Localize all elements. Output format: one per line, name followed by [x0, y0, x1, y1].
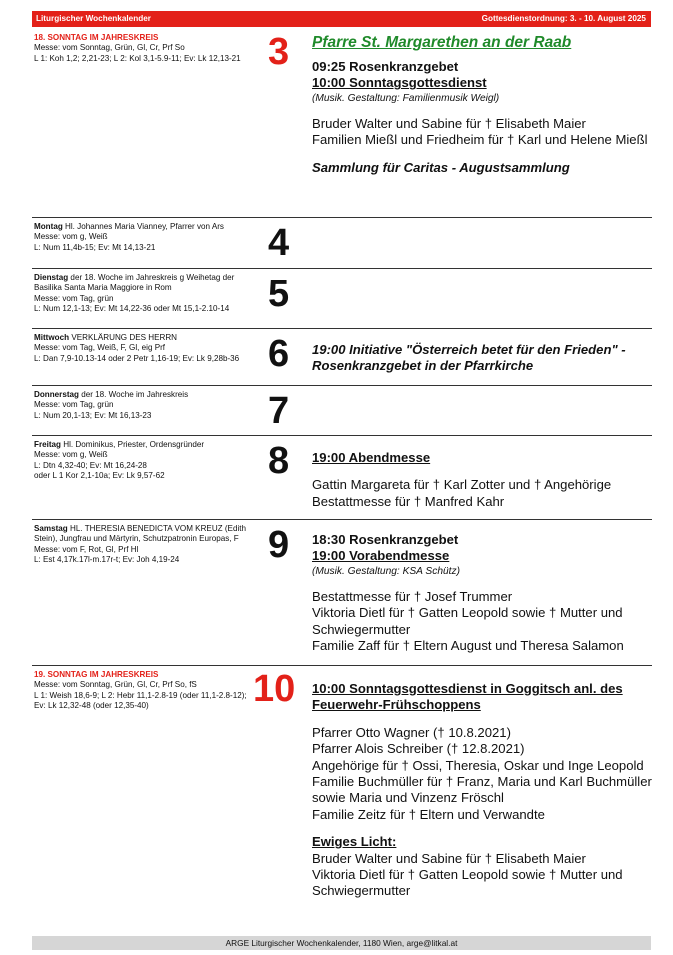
- day-number: 10: [253, 668, 296, 710]
- day-number: 8: [268, 440, 290, 482]
- day-row-7: [32, 387, 652, 436]
- footer: ARGE Liturgischer Wochenkalender, 1180 Wien, arge@litkal.at: [32, 936, 651, 950]
- event-time: 09:25 Rosenkranzgebet: [312, 59, 459, 74]
- mass-info: Messe: vom F, Rot, Gl, Prf Hl: [34, 544, 139, 554]
- intention: Viktoria Dietl für † Gatten Leopold sowie † Mutter und Schwiegermutter: [312, 867, 623, 899]
- day-title: 18. SONNTAG IM JAHRESKREIS: [34, 33, 159, 42]
- intention: Bestattmesse für † Josef Trummer: [312, 588, 513, 604]
- event-note: (Musik. Gestaltung: Familienmusik Weigl): [312, 92, 500, 104]
- day-row-9: [32, 521, 652, 666]
- liturgy-info: [34, 273, 250, 314]
- day-title: der 18. Woche im Jahreskreis g Weihetag der Basilika Santa Maria Maggiore in Rom: [34, 273, 235, 293]
- weekday: Donnerstag: [34, 390, 79, 399]
- day-number: 5: [268, 273, 290, 315]
- header-bar: [32, 11, 651, 27]
- eternal-light-heading: Ewiges Licht:: [312, 834, 397, 850]
- day-number: 9: [268, 524, 290, 566]
- event-mass: 19:00 Abendmesse: [312, 450, 431, 465]
- events: [312, 450, 652, 510]
- intention: Familie Buchmüller für † Franz, Maria und Karl Buchmüller sowie Maria und Vinzenz Fröschl: [312, 774, 652, 806]
- day-title: 19. SONNTAG IM JAHRESKREIS: [34, 670, 159, 679]
- day-row-6: [32, 330, 652, 386]
- intention: Bestattmesse für † Manfred Kahr: [312, 493, 505, 509]
- readings: L 1: Koh 1,2; 2,21-23; L 2: Kol 3,1-5.9-11; Ev: Lk 12,13-21: [34, 53, 241, 63]
- liturgy-info: [34, 390, 250, 421]
- mass-info: Messe: vom Tag, grün: [34, 293, 114, 303]
- liturgy-info: [34, 222, 250, 253]
- day-title: HL. THERESIA BENEDICTA VOM KREUZ (Edith Stein), Jungfrau und Märtyrin, Schutzpatronin Europas, F: [34, 524, 247, 544]
- intention: Familien Mießl und Friedheim für † Karl und Helene Mießl: [312, 132, 648, 148]
- mass-info: Messe: vom g, Weiß: [34, 232, 108, 242]
- event-prayer: 19:00 Initiative "Österreich betet für den Frieden" - Rosenkranzgebet in der Pfarrkirche: [312, 342, 626, 374]
- liturgy-info: [34, 333, 250, 364]
- weekday: Montag: [34, 222, 63, 231]
- mass-info: Messe: vom Tag, Weiß, F, Gl, eig Prf: [34, 343, 166, 353]
- liturgy-info: [34, 670, 250, 711]
- mass-info: Messe: vom Sonntag, Grün, Gl, Cr, Prf So, fS: [34, 680, 197, 690]
- readings-alt: oder L 1 Kor 2,1-10a; Ev: Lk 9,57-62: [34, 470, 165, 480]
- readings: L: Dtn 4,32-40; Ev: Mt 16,24-28: [34, 460, 147, 470]
- day-row-8: [32, 437, 652, 520]
- weekday: Mittwoch: [34, 333, 70, 342]
- day-title: VERKLÄRUNG DES HERRN: [69, 333, 178, 342]
- intention: Pfarrer Alois Schreiber († 12.8.2021): [312, 741, 525, 757]
- intention: Familie Zeitz für † Eltern und Verwandte: [312, 806, 545, 822]
- readings: L: Est 4,17k.17l-m.17r-t; Ev: Joh 4,19-24: [34, 554, 180, 564]
- mass-info: Messe: vom g, Weiß: [34, 450, 108, 460]
- mass-info: Messe: vom Sonntag, Grün, Gl, Cr, Prf So: [34, 43, 185, 53]
- event-mass: 19:00 Vorabendmesse: [312, 548, 450, 564]
- events: [312, 532, 652, 654]
- day-number: 7: [268, 390, 290, 432]
- day-number: 3: [268, 31, 290, 73]
- readings: L: Dan 7,9-10.13-14 oder 2 Petr 1,16-19; Ev: Lk 9,28b-36: [34, 353, 240, 363]
- readings: L: Num 11,4b-15; Ev: Mt 14,13-21: [34, 242, 156, 252]
- day-number: 4: [268, 222, 290, 264]
- liturgy-info: [34, 524, 250, 565]
- events: [312, 342, 652, 375]
- readings: L: Num 12,1-13; Ev: Mt 14,22-36 oder Mt 15,1-2.10-14: [34, 303, 230, 313]
- event-mass: 10:00 Sonntagsgottesdienst in Goggitsch anl. des Feuerwehr-Frühschoppens: [312, 681, 623, 713]
- day-row-5: [32, 270, 652, 329]
- events: [312, 681, 652, 900]
- header-date-range: Gottesdienstordnung: 3. - 10. August 2025: [481, 14, 646, 23]
- intention: Familie Zaff für † Eltern August und Theresa Salamon: [312, 638, 624, 654]
- event-mass: 10:00 Sonntagsgottesdienst: [312, 75, 487, 91]
- intention: Angehörige für † Ossi, Theresia, Oskar und Inge Leopold: [312, 757, 644, 773]
- liturgy-info: [34, 440, 250, 481]
- mass-info: Messe: vom Tag, grün: [34, 400, 114, 410]
- weekday: Samstag: [34, 524, 68, 533]
- intention: Pfarrer Otto Wagner († 10.8.2021): [312, 724, 511, 740]
- header-left-title: Liturgischer Wochenkalender: [36, 14, 151, 23]
- liturgy-info: [34, 33, 250, 64]
- intention: Gattin Margareta für † Karl Zotter und † Angehörige: [312, 477, 612, 493]
- day-number: 6: [268, 333, 290, 375]
- day-title: Hl. Johannes Maria Vianney, Pfarrer von Ars: [62, 222, 224, 231]
- events: [312, 33, 652, 176]
- readings: L 1: Weish 18,6-9; L 2: Hebr 11,1-2.8-19 (oder 11,1-2.8-12); Ev: Lk 12,32-48 (oder 12,35-40): [34, 690, 247, 710]
- event-time: 18:30 Rosenkranzgebet: [312, 532, 459, 547]
- day-title: der 18. Woche im Jahreskreis: [78, 390, 189, 399]
- weekday: Freitag: [34, 440, 61, 449]
- day-row-4: [32, 219, 652, 269]
- intention: Bruder Walter und Sabine für † Elisabeth Maier: [312, 850, 586, 866]
- intention: Bruder Walter und Sabine für † Elisabeth Maier: [312, 115, 586, 131]
- parish-name: Pfarre St. Margarethen an der Raab: [312, 34, 572, 51]
- day-row-3: [32, 30, 652, 218]
- intention: Viktoria Dietl für † Gatten Leopold sowie † Mutter und Schwiegermutter: [312, 605, 623, 637]
- day-title: Hl. Dominikus, Priester, Ordensgründer: [61, 440, 205, 449]
- readings: L: Num 20,1-13; Ev: Mt 16,13-23: [34, 410, 152, 420]
- day-row-10: [32, 667, 652, 927]
- weekday: Dienstag: [34, 273, 69, 282]
- event-note: (Musik. Gestaltung: KSA Schütz): [312, 565, 460, 577]
- collection-note: Sammlung für Caritas - Augustsammlung: [312, 159, 570, 175]
